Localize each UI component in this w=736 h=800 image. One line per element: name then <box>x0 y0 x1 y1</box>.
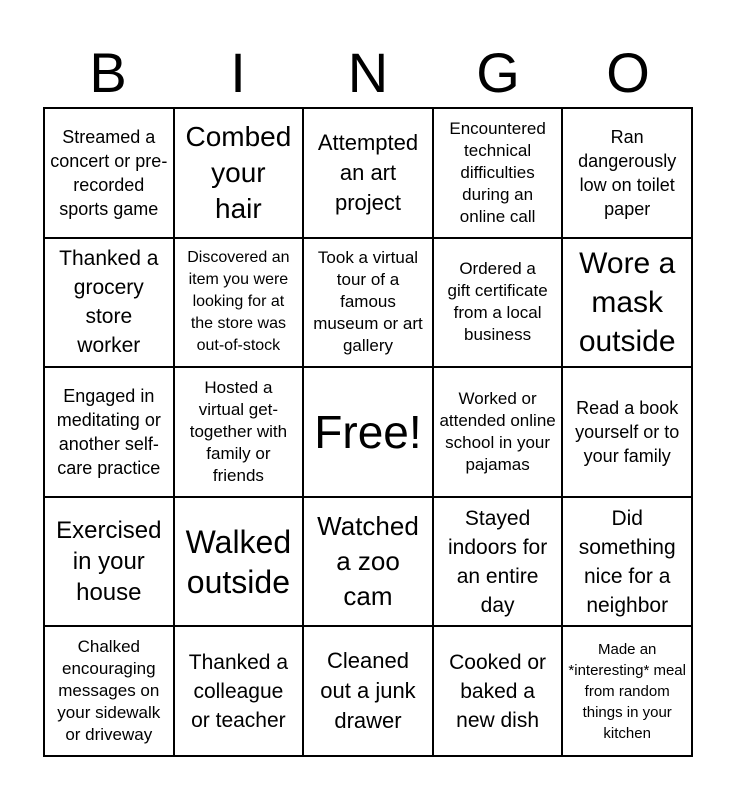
header-letter-i: I <box>230 41 246 104</box>
bingo-cell[interactable] <box>303 497 433 627</box>
bingo-cell[interactable] <box>44 497 174 627</box>
cell-text: Encountered technical difficulties during an online call <box>449 118 546 226</box>
bingo-cell[interactable] <box>303 238 433 368</box>
bingo-cell[interactable] <box>44 367 174 497</box>
cell-text: Discovered an item you were looking for at the store was out-of-stock <box>187 249 290 355</box>
bingo-cell[interactable] <box>174 367 304 497</box>
bingo-cell[interactable] <box>562 108 692 238</box>
free-space-text: Free! <box>314 405 422 458</box>
bingo-cell[interactable] <box>562 238 692 368</box>
header-letter-b: B <box>89 41 127 104</box>
cell-text: Thanked a grocery store worker <box>59 247 159 358</box>
bingo-cell[interactable] <box>562 626 692 756</box>
header-letter-g: G <box>476 41 520 104</box>
cell-text: Combed your hair <box>185 120 292 224</box>
cell-text: Walked outside <box>185 523 292 600</box>
bingo-cell[interactable] <box>174 238 304 368</box>
cell-text: Hosted a virtual get-together with family or friends <box>189 377 288 485</box>
bingo-cell[interactable] <box>562 497 692 627</box>
cell-text: Worked or attended online school in your pajamas <box>439 388 556 474</box>
bingo-header <box>43 40 693 106</box>
cell-text: Thanked a colleague or teacher <box>188 650 289 732</box>
cell-text: Read a book yourself or to your family <box>575 397 680 466</box>
bingo-cell[interactable] <box>303 626 433 756</box>
cell-text: Cleaned out a junk drawer <box>320 648 416 734</box>
cell-text: Watched a zoo cam <box>317 511 419 612</box>
bingo-cell[interactable] <box>44 626 174 756</box>
bingo-card <box>43 107 693 757</box>
bingo-cell[interactable] <box>174 108 304 238</box>
bingo-cell[interactable] <box>174 626 304 756</box>
bingo-cell[interactable] <box>562 367 692 497</box>
bingo-cell[interactable] <box>433 367 563 497</box>
bingo-cell[interactable] <box>433 108 563 238</box>
cell-text: Cooked or baked a new dish <box>449 650 547 732</box>
cell-text: Chalked encouraging messages on your sidewalk or driveway <box>57 637 161 745</box>
bingo-cell[interactable] <box>44 108 174 238</box>
bingo-cell[interactable] <box>44 238 174 368</box>
cell-text: Did something nice for a neighbor <box>578 506 676 617</box>
bingo-cell[interactable] <box>433 238 563 368</box>
bingo-cell[interactable] <box>174 497 304 627</box>
cell-text: Ordered a gift certificate from a local business <box>447 259 548 345</box>
header-letter-o: O <box>606 41 650 104</box>
cell-text: Made an *interesting* meal from random things in your kitchen <box>568 640 686 742</box>
cell-text: Engaged in meditating or another self-care practice <box>56 385 161 478</box>
header-letter-n: N <box>347 41 389 104</box>
cell-text: Stayed indoors for an entire day <box>447 506 548 617</box>
cell-text: Exercised in your house <box>56 517 162 607</box>
cell-text: Took a virtual tour of a famous museum or art gallery <box>313 248 423 356</box>
cell-text: Ran dangerously low on toilet paper <box>578 126 677 219</box>
bingo-cell[interactable] <box>303 108 433 238</box>
cell-text: Attempted an art project <box>317 129 419 215</box>
bingo-cell[interactable] <box>433 497 563 627</box>
cell-text: Streamed a concert or pre-recorded sports game <box>50 126 168 219</box>
free-space-cell[interactable] <box>303 367 433 497</box>
bingo-cell[interactable] <box>433 626 563 756</box>
cell-text: Wore a mask outside <box>578 246 676 358</box>
